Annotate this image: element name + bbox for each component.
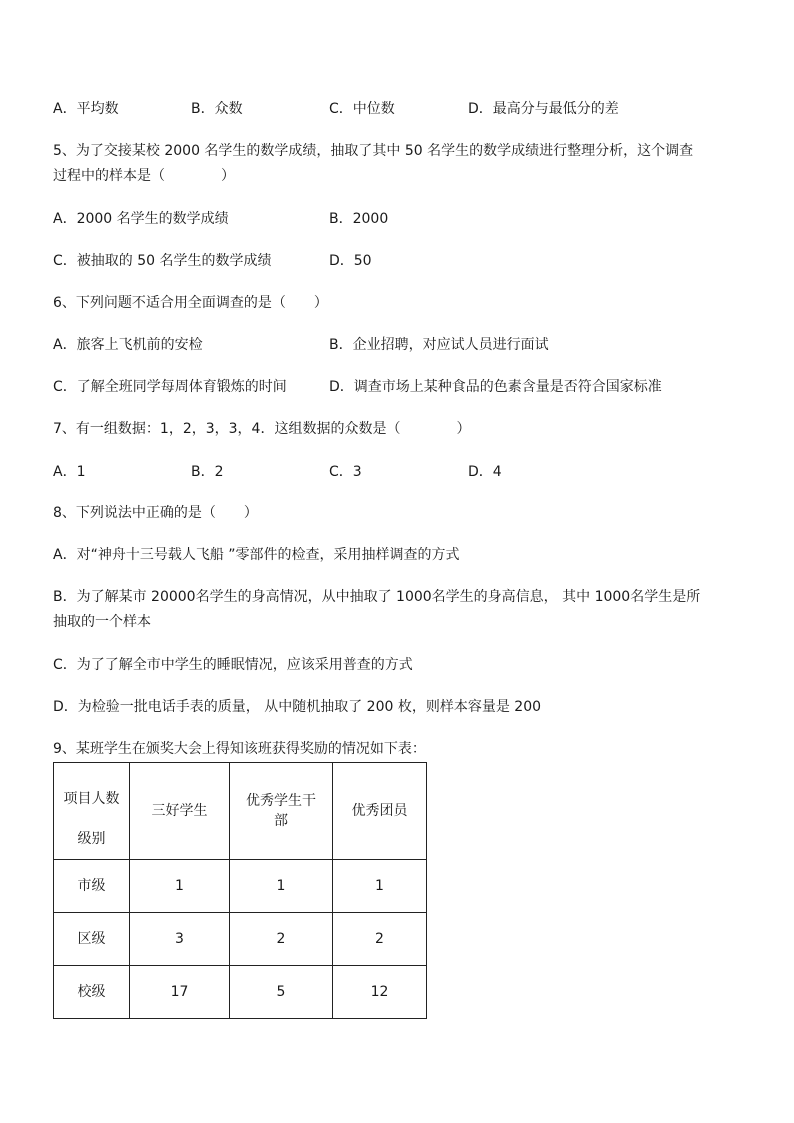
q5-option-c: C．被抽取的 50 名学生的数学成绩 (53, 253, 272, 269)
value-cell: 12 (333, 966, 427, 1019)
q6-option-b: B．企业招聘，对应试人员进行面试 (329, 337, 549, 353)
table-row (54, 860, 427, 913)
value-cell: 1 (230, 860, 333, 913)
q8-option-b-line1: B．为了解某市 20000名学生的身高情况，从中抽取了 1000名学生的身高信息， 其中 1000名学生是所 (53, 589, 701, 605)
q8-option-a: A．对“神舟十三号载人飞船 ”零部件的检查，采用抽样调查的方式 (53, 547, 460, 563)
value-cell: 17 (130, 966, 230, 1019)
q5-stem-line1: 5、为了交接某校 2000 名学生的数学成绩，抽取了其中 50 名学生的数学成绩进行整理分析，这个调查 (53, 143, 694, 159)
q4-option-b: B．众数 (191, 101, 243, 117)
q7-option-a: A．1 (53, 464, 86, 480)
q5-option-d: D．50 (329, 253, 372, 269)
value-cell: 1 (333, 860, 427, 913)
q5-option-b: B．2000 (329, 211, 389, 227)
value-cell: 2 (230, 913, 333, 966)
q7-option-d: D．4 (468, 464, 502, 480)
q4-option-d: D．最高分与最低分的差 (468, 101, 619, 117)
q7-option-c: C．3 (329, 464, 362, 480)
value-cell: 3 (130, 913, 230, 966)
header-cell: 三好学生 (130, 763, 230, 860)
q8-option-d: D．为检验一批电话手表的质量， 从中随机抽取了 200 枚，则样本容量是 200 (53, 699, 542, 715)
q8-option-b-line2: 抽取的一个样本 (53, 614, 151, 630)
award-table (53, 762, 427, 1019)
q6-option-d: D．调查市场上某种食品的色素含量是否符合国家标准 (329, 379, 662, 395)
corner-top-label: 项目人数 (63, 791, 120, 807)
q4-option-c: C．中位数 (329, 101, 395, 117)
table-row (54, 966, 427, 1019)
q7-stem: 7、有一组数据：1，2，3，3，4．这组数据的众数是（ ） (53, 421, 471, 437)
value-cell: 2 (333, 913, 427, 966)
corner-bottom-label: 级别 (77, 831, 106, 847)
q8-option-c: C．为了了解全市中学生的睡眠情况，应该采用普查的方式 (53, 657, 413, 673)
q6-option-a: A．旅客上飞机前的安检 (53, 337, 203, 353)
q6-stem: 6、下列问题不适合用全面调查的是（ ） (53, 295, 328, 311)
q5-stem-line2: 过程中的样本是（ ） (53, 168, 235, 184)
header-cell: 优秀学生干部 (230, 763, 333, 860)
level-cell: 区级 (54, 913, 130, 966)
table-header-row (54, 763, 427, 860)
q9-stem: 9、某班学生在颁奖大会上得知该班获得奖励的情况如下表： (53, 741, 426, 757)
header-cell: 优秀团员 (333, 763, 427, 860)
table-row (54, 913, 427, 966)
q5-option-a: A．2000 名学生的数学成绩 (53, 211, 229, 227)
value-cell: 1 (130, 860, 230, 913)
value-cell: 5 (230, 966, 333, 1019)
q8-stem: 8、下列说法中正确的是（ ） (53, 505, 258, 521)
level-cell: 市级 (54, 860, 130, 913)
table-corner-cell (54, 763, 130, 860)
q4-option-a: A．平均数 (53, 101, 119, 117)
q6-option-c: C．了解全班同学每周体育锻炼的时间 (53, 379, 287, 395)
q7-option-b: B．2 (191, 464, 224, 480)
level-cell: 校级 (54, 966, 130, 1019)
